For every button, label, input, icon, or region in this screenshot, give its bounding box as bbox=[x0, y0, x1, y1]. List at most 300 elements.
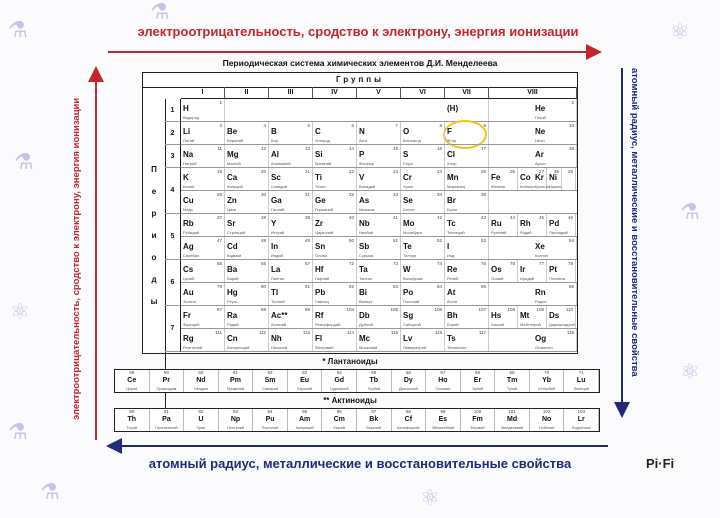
element-name: Коперниций bbox=[227, 345, 250, 350]
periodic-table bbox=[142, 72, 578, 354]
element-symbol: U bbox=[198, 416, 204, 423]
atomic-number: 59 bbox=[163, 370, 169, 375]
atomic-number: 4 bbox=[263, 123, 266, 128]
element-cell bbox=[181, 214, 225, 236]
atomic-number: 35 bbox=[480, 192, 486, 197]
atomic-number: 101 bbox=[508, 409, 516, 414]
element-symbol: Lu bbox=[576, 377, 586, 384]
atomic-number: 40 bbox=[348, 215, 354, 220]
element-cell bbox=[533, 283, 577, 305]
element-cell bbox=[445, 145, 489, 167]
element-name: Хлор bbox=[447, 161, 457, 166]
element-name: Олово bbox=[315, 253, 327, 258]
element-name: Гольмий bbox=[435, 387, 451, 391]
flask-doodle-icon: ⚗ bbox=[150, 0, 170, 25]
table-row bbox=[181, 145, 577, 168]
element-cell bbox=[181, 99, 225, 121]
element-cell bbox=[357, 409, 392, 431]
element-symbol: Be bbox=[227, 127, 238, 136]
element-cell bbox=[426, 409, 461, 431]
element-symbol: Po bbox=[403, 288, 414, 297]
element-name: Уран bbox=[196, 426, 206, 430]
atomic-number: 117 bbox=[478, 330, 486, 335]
element-name: Фермий bbox=[470, 426, 485, 430]
right-trend-label: атомный радиус, металлические и восстановительные свойства bbox=[629, 68, 640, 377]
element-name: Магний bbox=[227, 161, 241, 166]
element-cell bbox=[357, 237, 401, 259]
atom-doodle-icon: ⚛ bbox=[420, 486, 440, 511]
atomic-number: 28 bbox=[567, 169, 573, 174]
element-name: Никель bbox=[549, 184, 563, 189]
element-symbol: Xe bbox=[535, 242, 545, 251]
element-symbol: Eu bbox=[300, 377, 310, 384]
table-row bbox=[181, 214, 577, 237]
element-name: Московий bbox=[359, 345, 378, 350]
element-name: Аргон bbox=[535, 161, 546, 166]
element-cell bbox=[547, 306, 576, 328]
element-name: Флеровий bbox=[315, 345, 334, 350]
atomic-number: 1 bbox=[219, 100, 222, 105]
element-cell bbox=[181, 122, 225, 144]
period-number: 2 bbox=[165, 122, 181, 145]
element-cell bbox=[530, 370, 565, 392]
atomic-number: 25 bbox=[480, 169, 486, 174]
element-symbol: Rg bbox=[183, 334, 194, 343]
element-name: Торий bbox=[126, 426, 138, 430]
element-cell bbox=[219, 370, 254, 392]
element-symbol: Tc bbox=[447, 219, 456, 228]
element-name: Платина bbox=[549, 276, 565, 281]
atomic-number: 29 bbox=[216, 192, 222, 197]
atomic-number: 62 bbox=[267, 370, 273, 375]
element-symbol: Ba bbox=[227, 265, 238, 274]
element-name: Иттрий bbox=[271, 230, 285, 235]
element-name: Золото bbox=[183, 299, 197, 304]
element-cell bbox=[225, 168, 269, 190]
period-letter: е bbox=[151, 187, 157, 196]
element-symbol: Li bbox=[183, 127, 191, 136]
element-name: Неон bbox=[535, 138, 545, 143]
atomic-number: 116 bbox=[434, 330, 442, 335]
element-name: Борий bbox=[447, 322, 459, 327]
element-cell bbox=[392, 370, 427, 392]
element-name: Менделевий bbox=[500, 426, 524, 430]
element-cell bbox=[181, 168, 225, 190]
element-cell bbox=[547, 260, 576, 282]
atomic-number: 78 bbox=[567, 261, 573, 266]
element-cell bbox=[269, 122, 313, 144]
element-name: Оганесон bbox=[535, 345, 553, 350]
element-cell bbox=[357, 122, 401, 144]
element-name: Резерфордий bbox=[315, 322, 341, 327]
element-name: Мышьяк bbox=[359, 207, 375, 212]
element-cell bbox=[357, 191, 401, 213]
element-symbol: Sc bbox=[271, 173, 281, 182]
element-cell bbox=[357, 329, 401, 351]
element-symbol: Er bbox=[473, 377, 482, 384]
element-cell bbox=[401, 260, 445, 282]
element-cell bbox=[401, 214, 445, 236]
element-name: Протактиний bbox=[155, 426, 178, 430]
element-name: Стронций bbox=[227, 230, 246, 235]
element-name: Хассий bbox=[491, 322, 505, 327]
element-cell bbox=[181, 260, 225, 282]
atomic-number: 74 bbox=[436, 261, 442, 266]
atomic-number: 76 bbox=[509, 261, 515, 266]
element-symbol: Zr bbox=[315, 219, 323, 228]
period-letter: д bbox=[151, 275, 157, 284]
element-cell bbox=[445, 191, 489, 213]
atomic-number: 79 bbox=[216, 284, 222, 289]
atomic-number: 70 bbox=[544, 370, 550, 375]
element-cell bbox=[313, 306, 357, 328]
element-cell bbox=[225, 329, 269, 351]
group-numeral: I bbox=[181, 87, 225, 99]
element-cell bbox=[461, 370, 496, 392]
element-cell bbox=[401, 145, 445, 167]
atomic-number: 36 bbox=[553, 169, 559, 174]
table-row bbox=[181, 237, 577, 260]
element-name: Кюрий bbox=[333, 426, 345, 430]
atomic-number: 106 bbox=[434, 307, 442, 312]
element-name: Рутений bbox=[491, 230, 507, 235]
element-symbol: Rh bbox=[520, 219, 531, 228]
group-numeral: II bbox=[225, 87, 269, 99]
element-symbol: Zn bbox=[227, 196, 237, 205]
element-cell bbox=[357, 168, 401, 190]
element-symbol: Br bbox=[447, 196, 456, 205]
element-symbol: Tl bbox=[271, 288, 279, 297]
element-name: Кадмий bbox=[227, 253, 242, 258]
element-name: Теннессин bbox=[447, 345, 467, 350]
element-cell bbox=[181, 145, 225, 167]
element-name: Кобальт bbox=[520, 184, 535, 189]
element-name: Индий bbox=[271, 253, 283, 258]
atomic-number: 104 bbox=[346, 307, 354, 312]
atomic-number: 69 bbox=[509, 370, 515, 375]
element-symbol: Y bbox=[271, 219, 277, 228]
period-number: 3 bbox=[165, 145, 181, 168]
element-symbol: Ir bbox=[520, 265, 526, 274]
atomic-number: 17 bbox=[480, 146, 486, 151]
element-name: Водород bbox=[183, 115, 200, 120]
atomic-number: 71 bbox=[578, 370, 584, 375]
element-name: Свинец bbox=[315, 299, 329, 304]
element-symbol: Nh bbox=[271, 334, 282, 343]
element-name: Франций bbox=[183, 322, 200, 327]
atomic-number: 46 bbox=[567, 215, 573, 220]
element-symbol: W bbox=[403, 265, 411, 274]
element-symbol: Fr bbox=[183, 311, 191, 320]
element-name: Церий bbox=[126, 387, 138, 391]
element-symbol: Bi bbox=[359, 288, 367, 297]
atomic-number: 63 bbox=[302, 370, 308, 375]
table-row bbox=[181, 122, 577, 145]
atomic-number: 96 bbox=[336, 409, 342, 414]
element-cell bbox=[115, 370, 150, 392]
atomic-number: 100 bbox=[473, 409, 482, 414]
element-name: Дармштадтий bbox=[549, 322, 575, 327]
element-cell bbox=[392, 409, 427, 431]
element-cell bbox=[401, 329, 445, 351]
pifi-logo: Pi·Fi bbox=[646, 456, 675, 471]
element-name: Самарий bbox=[262, 387, 279, 391]
element-cell bbox=[269, 306, 313, 328]
element-name: Рубидий bbox=[183, 230, 200, 235]
element-symbol: Rb bbox=[183, 219, 194, 228]
atomic-number: 41 bbox=[392, 215, 398, 220]
element-cell bbox=[225, 145, 269, 167]
element-cell bbox=[288, 409, 323, 431]
atomic-number: 82 bbox=[348, 284, 354, 289]
element-symbol: Ra bbox=[227, 311, 238, 320]
element-name: Фтор bbox=[447, 138, 457, 143]
element-cell bbox=[269, 191, 313, 213]
element-symbol: Pb bbox=[315, 288, 326, 297]
element-name: Калий bbox=[183, 184, 195, 189]
atomic-number: 23 bbox=[392, 169, 398, 174]
group-numeral: VI bbox=[401, 87, 445, 99]
element-name: Гафний bbox=[315, 276, 330, 281]
atomic-number: 42 bbox=[436, 215, 442, 220]
atomic-number: 90 bbox=[129, 409, 135, 414]
element-name: Сурьма bbox=[359, 253, 374, 258]
element-symbol: Es bbox=[438, 416, 448, 423]
element-name: Бор bbox=[271, 138, 279, 143]
element-symbol: F bbox=[447, 127, 452, 136]
element-name: Родий bbox=[520, 230, 532, 235]
element-name: Тантал bbox=[359, 276, 373, 281]
element-cell bbox=[181, 283, 225, 305]
element-name: Европий bbox=[297, 387, 313, 391]
element-symbol: K bbox=[183, 173, 189, 182]
element-cell bbox=[225, 191, 269, 213]
atomic-number: 99 bbox=[440, 409, 446, 414]
element-cell bbox=[533, 237, 577, 259]
atomic-number: 7 bbox=[395, 123, 398, 128]
element-name: Углерод bbox=[315, 138, 330, 143]
flask-doodle-icon: ⚗ bbox=[8, 420, 28, 445]
element-name: Гелий bbox=[535, 115, 546, 120]
element-cell bbox=[184, 409, 219, 431]
element-symbol: Pu bbox=[265, 416, 275, 423]
element-name: Тербий bbox=[367, 387, 381, 391]
element-symbol: Bk bbox=[369, 416, 379, 423]
actinides-heading: ** Актиноиды bbox=[323, 396, 377, 405]
element-cell bbox=[313, 329, 357, 351]
element-symbol: La bbox=[271, 265, 281, 274]
actinides-row bbox=[114, 408, 600, 432]
element-symbol: Sm bbox=[264, 377, 276, 384]
element-cell bbox=[269, 329, 313, 351]
period-letter: о bbox=[151, 253, 157, 262]
atomic-number: 107 bbox=[478, 307, 486, 312]
element-symbol: Mg bbox=[227, 150, 239, 159]
element-symbol: Nd bbox=[196, 377, 206, 384]
element-name: Железо bbox=[491, 184, 506, 189]
element-symbol: Tm bbox=[506, 377, 518, 384]
element-cell bbox=[150, 409, 185, 431]
element-name: Молибден bbox=[403, 230, 422, 235]
atomic-number: 50 bbox=[348, 238, 354, 243]
atomic-number: 73 bbox=[392, 261, 398, 266]
element-cell bbox=[518, 214, 547, 236]
element-cell bbox=[489, 168, 518, 190]
element-symbol: Pt bbox=[549, 265, 557, 274]
atomic-number: 12 bbox=[260, 146, 266, 151]
atomic-number: 88 bbox=[260, 307, 266, 312]
atomic-number: 39 bbox=[304, 215, 310, 220]
element-name: Галлий bbox=[271, 207, 285, 212]
element-symbol: Rn bbox=[535, 288, 546, 297]
element-cell bbox=[313, 237, 357, 259]
element-symbol: I bbox=[447, 242, 450, 251]
group-numeral: IV bbox=[313, 87, 357, 99]
table-row bbox=[181, 329, 577, 352]
element-name: Цинк bbox=[227, 207, 237, 212]
element-cell bbox=[357, 370, 392, 392]
element-cell bbox=[445, 329, 489, 351]
period-number: 1 bbox=[165, 99, 181, 122]
element-name: Ниобий bbox=[359, 230, 374, 235]
element-cell bbox=[533, 122, 577, 144]
element-name: Сера bbox=[403, 161, 413, 166]
period-number: 5 bbox=[165, 214, 181, 260]
element-cell bbox=[181, 306, 225, 328]
element-symbol: Mo bbox=[403, 219, 415, 228]
element-symbol: P bbox=[359, 150, 365, 159]
element-name: Берклий bbox=[366, 426, 382, 430]
atomic-number: 57 bbox=[304, 261, 310, 266]
period-letter: р bbox=[151, 209, 157, 218]
atomic-number: 20 bbox=[260, 169, 266, 174]
lanthanides-heading: * Лантаноиды bbox=[322, 357, 378, 366]
element-symbol: He bbox=[535, 104, 546, 113]
element-cell bbox=[518, 260, 547, 282]
element-cell bbox=[445, 122, 489, 144]
element-name: Иод bbox=[447, 253, 455, 258]
element-symbol: Rf bbox=[315, 311, 324, 320]
element-name: Селен bbox=[403, 207, 415, 212]
element-name: Висмут bbox=[359, 299, 373, 304]
atomic-number: 75 bbox=[480, 261, 486, 266]
atomic-number: 102 bbox=[542, 409, 551, 414]
element-name: Криптон bbox=[535, 184, 551, 189]
atomic-number: 51 bbox=[392, 238, 398, 243]
table-row bbox=[181, 260, 577, 283]
element-cell bbox=[426, 370, 461, 392]
element-symbol: S bbox=[403, 150, 409, 159]
element-cell bbox=[461, 409, 496, 431]
atomic-number: 55 bbox=[216, 261, 222, 266]
element-cell bbox=[322, 370, 357, 392]
atomic-number: 85 bbox=[480, 284, 486, 289]
element-name: Ртуть bbox=[227, 299, 238, 304]
table-row bbox=[181, 306, 577, 329]
atom-doodle-icon: ⚛ bbox=[10, 300, 30, 325]
atomic-number: 115 bbox=[390, 330, 398, 335]
element-cell bbox=[445, 283, 489, 305]
element-cell bbox=[357, 145, 401, 167]
element-symbol: Pa bbox=[162, 416, 171, 423]
element-cell bbox=[115, 409, 150, 431]
table-title: Периодическая система химических элементов Д.И. Менделеева bbox=[222, 58, 498, 68]
element-name: Вольфрам bbox=[403, 276, 423, 281]
element-symbol: Cu bbox=[183, 196, 194, 205]
element-cell bbox=[357, 214, 401, 236]
element-cell bbox=[269, 214, 313, 236]
element-symbol: Pr bbox=[162, 377, 171, 384]
element-cell bbox=[401, 237, 445, 259]
element-cell bbox=[533, 145, 577, 167]
element-symbol: Gd bbox=[334, 377, 345, 384]
atomic-number: 64 bbox=[336, 370, 342, 375]
element-symbol: Ru bbox=[491, 219, 502, 228]
atomic-number: 31 bbox=[304, 192, 310, 197]
atomic-number: 113 bbox=[302, 330, 310, 335]
element-symbol: Lv bbox=[403, 334, 413, 343]
element-symbol: Hg bbox=[227, 288, 238, 297]
element-cell bbox=[225, 283, 269, 305]
groups-header: Группы bbox=[143, 73, 577, 88]
element-cell bbox=[219, 409, 254, 431]
element-symbol: V bbox=[359, 173, 365, 182]
element-symbol: Hf bbox=[315, 265, 324, 274]
element-symbol: Re bbox=[447, 265, 458, 274]
atomic-number: 56 bbox=[260, 261, 266, 266]
element-cell bbox=[489, 214, 518, 236]
element-name: Эйнштейний bbox=[431, 426, 455, 430]
atomic-number: 60 bbox=[198, 370, 204, 375]
element-symbol: Np bbox=[230, 416, 241, 423]
element-cell bbox=[269, 168, 313, 190]
atom-doodle-icon: ⚛ bbox=[670, 20, 690, 45]
atomic-number: 111 bbox=[215, 330, 222, 335]
element-cell bbox=[357, 260, 401, 282]
element-cell bbox=[225, 214, 269, 236]
element-cell bbox=[313, 283, 357, 305]
atomic-number: 77 bbox=[538, 261, 544, 266]
element-symbol: N bbox=[359, 127, 365, 136]
atomic-number: 118 bbox=[566, 330, 574, 335]
element-name: Актиний bbox=[271, 322, 287, 327]
atomic-number: 45 bbox=[538, 215, 544, 220]
element-name: Прометий bbox=[226, 387, 245, 391]
element-symbol: Ho bbox=[438, 377, 448, 384]
element-name: Цезий bbox=[183, 276, 195, 281]
atomic-number: 48 bbox=[260, 238, 266, 243]
atomic-number: 94 bbox=[267, 409, 273, 414]
element-symbol: Na bbox=[183, 150, 194, 159]
element-name: Америций bbox=[295, 426, 314, 430]
atomic-number: 105 bbox=[390, 307, 398, 312]
atomic-number: 52 bbox=[436, 238, 442, 243]
atomic-number: 92 bbox=[198, 409, 204, 414]
element-name: Скандий bbox=[271, 184, 287, 189]
atomic-number: 91 bbox=[163, 409, 169, 414]
element-symbol: C bbox=[315, 127, 321, 136]
bottom-trend-label: атомный радиус, металлические и восстановительные свойства bbox=[148, 456, 572, 471]
element-symbol: Ga bbox=[271, 196, 282, 205]
atomic-number: 3 bbox=[219, 123, 222, 128]
group-numeral: VIII bbox=[489, 87, 577, 99]
element-cell bbox=[495, 409, 530, 431]
atomic-number: 108 bbox=[507, 307, 515, 312]
period-letter: П bbox=[151, 165, 157, 174]
atomic-number: 97 bbox=[371, 409, 377, 414]
element-name: Полоний bbox=[403, 299, 420, 304]
period-number: 7 bbox=[165, 306, 181, 352]
